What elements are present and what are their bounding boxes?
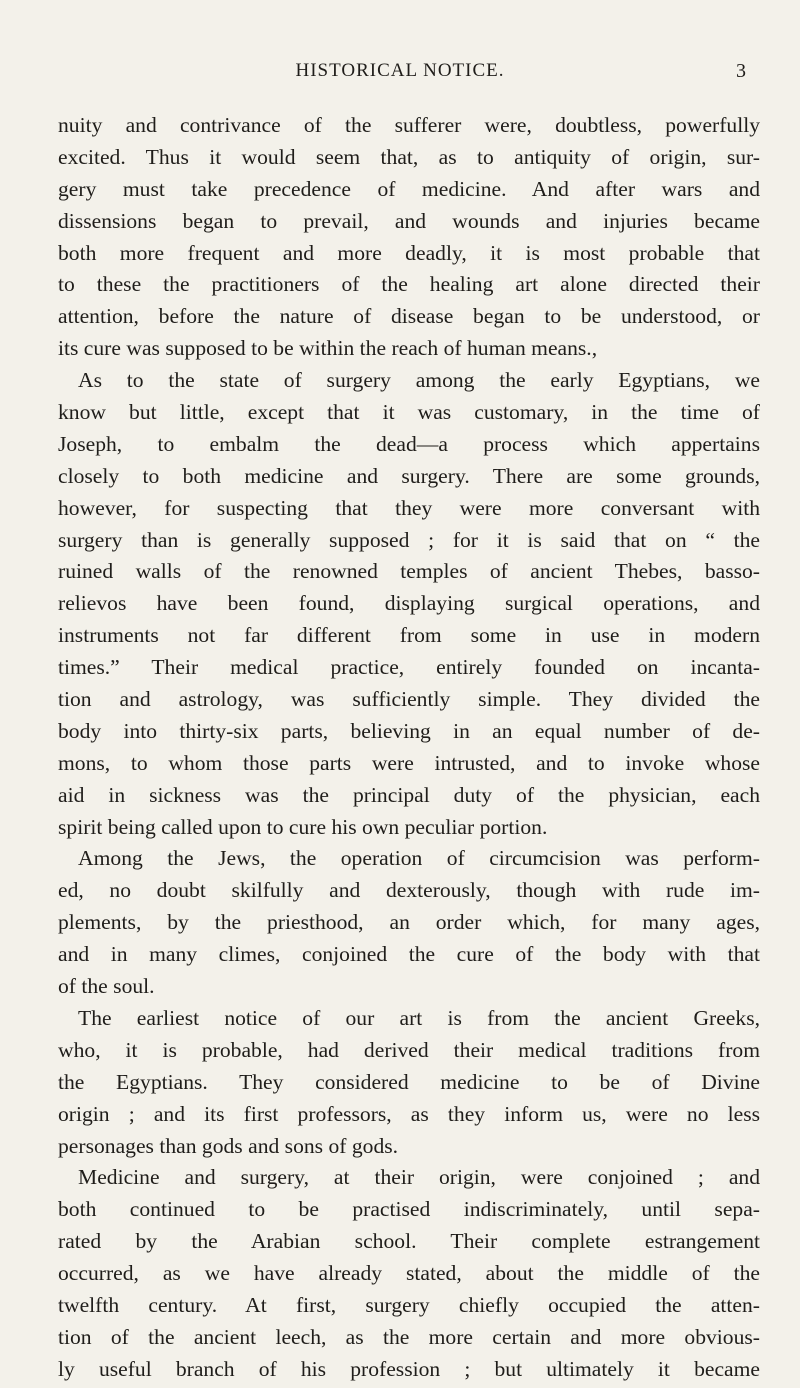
text-line: to these the practitioners of the healing art alone directed their: [58, 272, 760, 297]
text-line: times.” Their medical practice, entirely founded on incanta-: [58, 655, 760, 680]
text-line: and in many climes, conjoined the cure of the body with that: [58, 942, 760, 967]
text-line: instruments not far different from some in use in modern: [58, 623, 760, 648]
text-line: both more frequent and more deadly, it is most probable that: [58, 240, 760, 265]
text-line: occurred, as we have already stated, about the middle of the: [58, 1261, 760, 1286]
text-line: closely to both medicine and surgery. There are some grounds,: [58, 463, 760, 488]
text-line: however, for suspecting that they were more conversant with: [58, 495, 760, 520]
page-number: 3: [736, 60, 746, 82]
text-line: tion and astrology, was sufficiently simple. They divided the: [58, 687, 760, 712]
text-line: Among the Jews, the operation of circumcision was perform-: [78, 846, 760, 871]
text-line: the Egyptians. They considered medicine to be of Divine: [58, 1069, 760, 1094]
text-line: both continued to be practised indiscriminately, until sepa-: [58, 1197, 760, 1222]
text-line: mons, to whom those parts were intrusted, and to invoke whose: [58, 750, 760, 775]
running-head-title: HISTORICAL NOTICE.: [295, 60, 505, 81]
text-line: ruined walls of the renowned temples of ancient Thebes, basso-: [58, 559, 760, 584]
text-line: spirit being called upon to cure his own peculiar portion.: [58, 814, 548, 839]
text-line: surgery than is generally supposed ; for it is said that on “ the: [58, 527, 760, 552]
text-line: attention, before the nature of disease began to be understood, or: [58, 304, 760, 329]
text-line: nuity and contrivance of the sufferer were, doubtless, powerfully: [58, 113, 760, 137]
running-head: [0, 60, 800, 90]
text-line: body into thirty-six parts, believing in an equal number of de-: [58, 718, 760, 743]
text-line: excited. Thus it would seem that, as to antiquity of origin, sur-: [58, 144, 760, 169]
text-line: who, it is probable, had derived their medical traditions from: [58, 1037, 760, 1062]
text-line: rated by the Arabian school. Their complete estrangement: [58, 1229, 760, 1254]
text-line: know but little, except that it was customary, in the time of: [58, 400, 760, 425]
text-line: As to the state of surgery among the early Egyptians, we: [78, 368, 760, 393]
text-line: tion of the ancient leech, as the more certain and more obvious-: [58, 1324, 760, 1349]
text-line: aid in sickness was the principal duty of the physician, each: [58, 782, 760, 807]
text-line: origin ; and its first professors, as they inform us, were no less: [58, 1101, 760, 1126]
text-line: twelfth century. At first, surgery chiefly occupied the atten-: [58, 1292, 760, 1317]
text-line: of the soul.: [58, 974, 155, 999]
text-line: personages than gods and sons of gods.: [58, 1133, 399, 1158]
text-line: its cure was supposed to be within the reach of human means.,: [58, 336, 598, 361]
text-line: ed, no doubt skilfully and dexterously, though with rude im-: [58, 878, 760, 903]
text-line: relievos have been found, displaying surgical operations, and: [58, 591, 760, 616]
text-line: Joseph, to embalm the dead—a process which appertains: [58, 431, 760, 456]
text-line: The earliest notice of our art is from the ancient Greeks,: [78, 1005, 760, 1030]
text-line: Medicine and surgery, at their origin, were conjoined ; and: [78, 1165, 760, 1190]
text-line: gery must take precedence of medicine. And after wars and: [58, 176, 760, 201]
text-line: plements, by the priesthood, an order which, for many ages,: [58, 910, 760, 935]
body-text: [58, 110, 760, 1386]
text-line: ly useful branch of his profession ; but ultimately it became: [58, 1356, 760, 1381]
text-line: dissensions began to prevail, and wounds and injuries became: [58, 208, 760, 233]
